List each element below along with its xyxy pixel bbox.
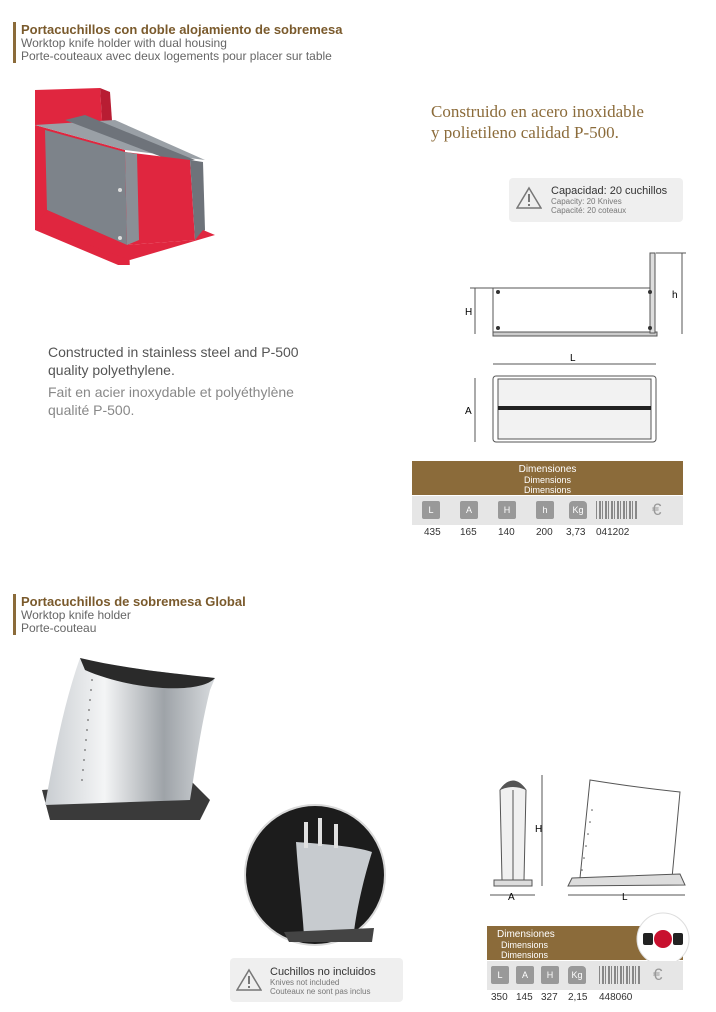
p1-label-L: L [570, 353, 576, 364]
capacity-en: Capacity: 20 Knives [551, 197, 622, 206]
product1-title-fr: Porte-couteaux avec deux logements pour placer sur table [21, 49, 332, 63]
length-icon: L [491, 966, 509, 984]
product1-desc-en: Constructed in stainless steel and P-500 quality polyethylene. [48, 344, 299, 378]
product2-title-fr: Porte-couteau [21, 621, 97, 635]
notice-fr: Couteaux ne sont pas inclus [270, 987, 371, 996]
p1-value-ref: 041202 [596, 527, 630, 538]
p2-label-L: L [622, 892, 628, 903]
product1-title-en: Worktop knife holder with dual housing [21, 36, 227, 50]
p1-value-h: 200 [536, 527, 553, 538]
product1-title-es: Portacuchillos con doble alojamiento de sobremesa [21, 22, 343, 37]
product1-drawings [460, 248, 695, 448]
brand-logo [635, 911, 691, 967]
barcode-icon [599, 966, 641, 984]
notice-en: Knives not included [270, 978, 340, 987]
width-icon: A [516, 966, 534, 984]
product2-detail-image [244, 804, 386, 946]
p1-value-A: 165 [460, 527, 477, 538]
product2-values [487, 992, 683, 1006]
inner-height-icon: h [536, 501, 554, 519]
notice-es: Cuchillos no incluidos [270, 966, 376, 978]
product1-header [13, 22, 342, 63]
product1-desc-fr: Fait en acier inoxydable et polyéthylène qualité P-500. [48, 384, 294, 418]
euro-icon: € [652, 500, 662, 519]
capacity-es: Capacidad: 20 cuchillos [551, 185, 668, 197]
product2-image [30, 650, 225, 830]
p1-label-h: h [672, 290, 678, 301]
product2-header [13, 594, 246, 635]
p2-value-A: 145 [516, 992, 533, 1003]
p1-label-H: H [465, 307, 473, 318]
product2-icon-row [487, 961, 683, 990]
product2-dims-header: Dimensiones Dimensions Dimensions [487, 926, 683, 960]
width-icon: A [460, 501, 478, 519]
product2-title-en: Worktop knife holder [21, 608, 131, 622]
p1-value-kg: 3,73 [566, 527, 586, 538]
capacity-fr: Capacité: 20 coteaux [551, 206, 627, 215]
p2-value-kg: 2,15 [568, 992, 588, 1003]
p1-label-A: A [465, 406, 472, 417]
product1-dims-header: Dimensiones Dimensions Dimensions [412, 461, 683, 495]
p2-label-A: A [508, 892, 515, 903]
height-icon: H [541, 966, 559, 984]
p2-label-H: H [535, 824, 543, 835]
warning-icon [516, 186, 542, 210]
p1-value-H: 140 [498, 527, 515, 538]
p2-value-L: 350 [491, 992, 508, 1003]
warning-icon [236, 968, 262, 992]
length-icon: L [422, 501, 440, 519]
weight-icon: Kg [569, 501, 587, 519]
height-icon: H [498, 501, 516, 519]
capacity-box [509, 178, 683, 222]
p2-value-ref: 448060 [599, 992, 633, 1003]
product1-image [25, 80, 220, 265]
product1-icon-row [412, 496, 683, 525]
product2-drawings [480, 770, 690, 905]
weight-icon: Kg [568, 966, 586, 984]
barcode-icon [596, 501, 638, 519]
product1-values [412, 527, 683, 541]
knives-notice-box [230, 958, 403, 1002]
p1-value-L: 435 [424, 527, 441, 538]
euro-icon: € [653, 965, 663, 984]
product1-desc-es: Construido en acero inoxidable y polietileno calidad P-500. [431, 102, 644, 142]
product2-title-es: Portacuchillos de sobremesa Global [21, 594, 246, 609]
p2-value-H: 327 [541, 992, 558, 1003]
